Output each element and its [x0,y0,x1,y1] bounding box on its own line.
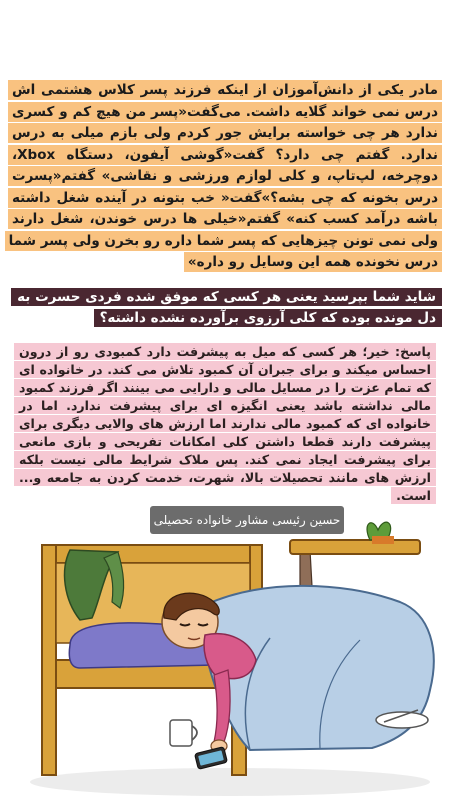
floor-shadow [30,768,430,796]
boy-arm [214,670,230,742]
bed-footboard [290,540,420,554]
mug [170,720,192,746]
author-badge: حسین رئیسی مشاور خانواده تحصیلی [150,506,344,534]
story-text: مادر یکی از دانش‌آموزان از اینکه فرزند پسر کلاس هشتمی اش درس نمی خواند گلایه داشت. می‌گفت«پسر من هیچ کم و کسری ندارد هر چی خواسته برایش جور کردم ولی بازم میلی به درس ندارد. گفتم چی دارد؟ گفت«گوشی آیفون، دستگاه Xbox، دوچرخه، لپ‌تاپ، و کلی لوازم ورزشی و نقاشی» گفتم«پسرت درس بخونه که چی بشه؟»گفت« خب بتونه در آینده شغل داشته باشه درآمد کسب کنه» گفتم«خیلی ها درس خوندن، شغل دارند ولی نمی تونن چیزهایی که پسر شما داره رو بخرن ولی پسر شما درس نخونده همه این وسایل رو داره» [5,80,442,272]
answer-text: پاسخ: خیر؛ هر کسی که میل به پیشرفت دارد کمبودی رو از درون احساس میکند و برای جبران آن کمبود تلاش می کند. در خانواده ای که تمام عزت را در مسایل مالی و دارایی می بینند اگر فرزند کمبود مالی نداشته باشد یعنی انگیزه ای برای پیشرفت ندارد. اما در خانواده ای که کمبود مالی ندارند اما ارزش های والایی دیگری برای پیشرفت دارند قطعا داشتن کلی امکانات تفریحی و بازی مانعی برای پیشرفت ایجاد نمی کند. پس ملاک شرایط مالی نیست بلکه ارزش های مانند تحصیلات بالا، شهرت، خدمت کردن به جامعه و... است. [14,343,436,504]
bed-post-left [42,545,56,775]
question-text: شاید شما بپرسید یعنی هر کسی که موفق شده فردی حسرت به دل مونده بوده که کلی آرزوی برآورده نشده داشته؟ [11,288,442,327]
plant-pot [372,536,394,544]
story-text-block [0,80,450,285]
answer-text-block [10,343,440,503]
question-text-block [0,287,450,331]
plate [376,712,428,728]
sleeping-boy-illustration [0,510,450,800]
